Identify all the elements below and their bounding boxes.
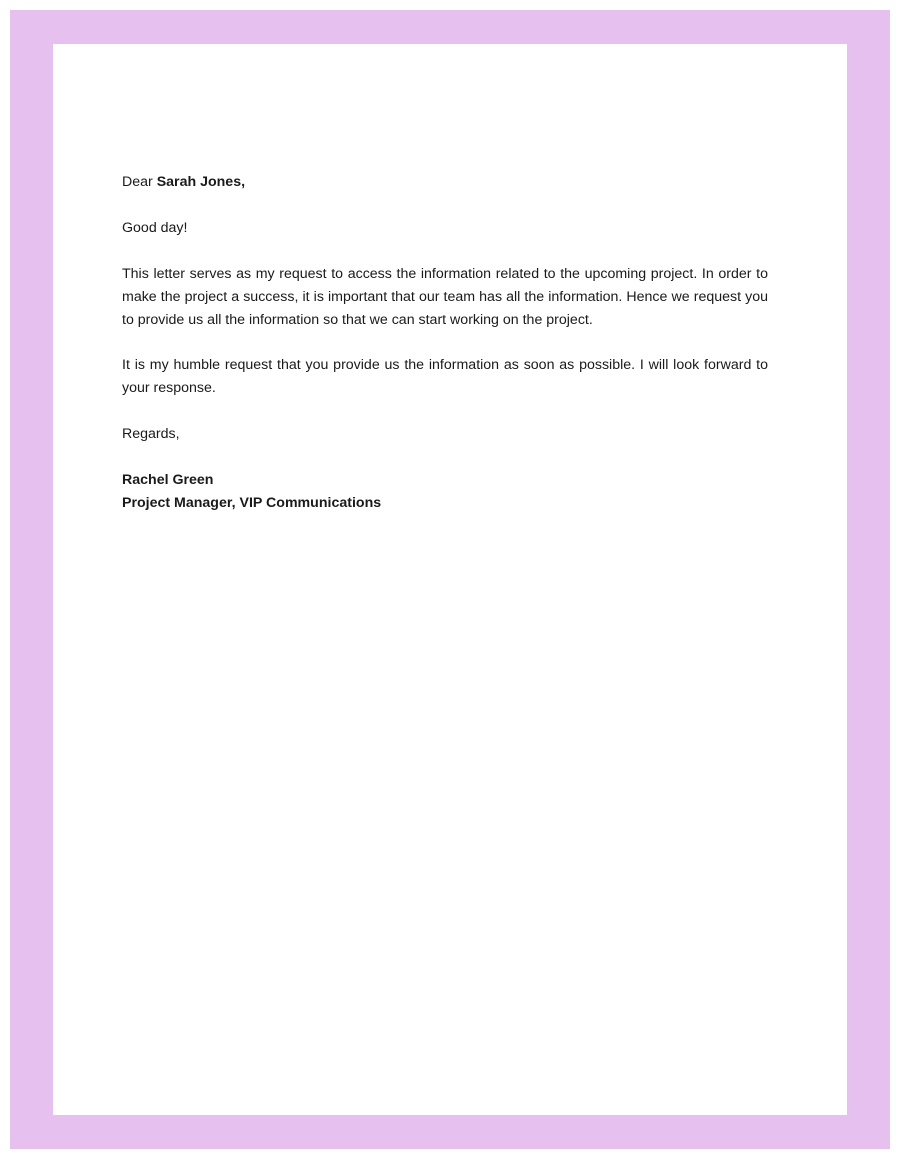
closing: Regards, (122, 426, 180, 442)
recipient-name: Sarah Jones, (156, 174, 246, 190)
signature-name: Rachel Green (122, 472, 214, 488)
letter-body (122, 171, 768, 515)
letter-page (53, 44, 847, 1115)
greeting: Good day! (122, 220, 188, 236)
signature-title: Project Manager, VIP Communications (122, 495, 382, 511)
page-border-frame (10, 10, 890, 1149)
paragraph-request: This letter serves as my request to access the information related to the upcoming project. In order to make the project a success, it is important that our team has all the information. Hence we request you to provide us all the information so that we can start working on the project. (122, 266, 768, 328)
salutation (122, 171, 768, 194)
salutation-prefix: Dear (122, 174, 157, 190)
paragraph-followup: It is my humble request that you provide us the information as soon as possible. I will look forward to your response. (122, 357, 768, 396)
